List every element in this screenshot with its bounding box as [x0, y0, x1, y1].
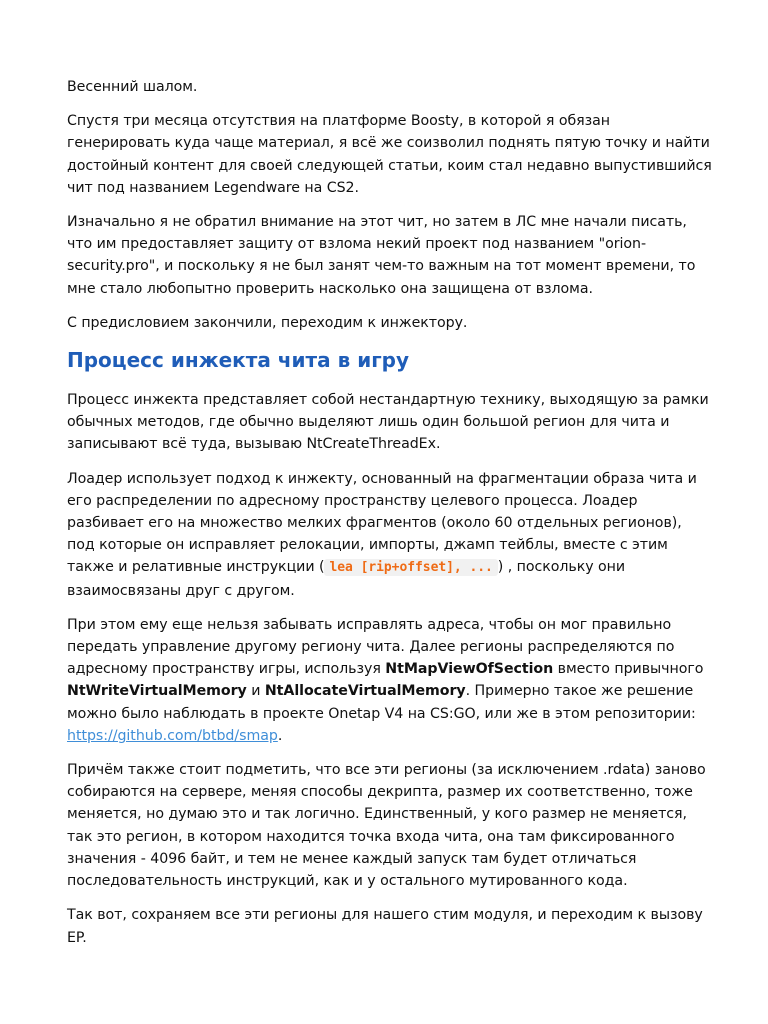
inject-overview-paragraph: Процесс инжекта представляет собой нестандартную технику, выходящую за рамки обычных методов, где обычно выделяют лишь один большой регион для чита и записывают всё туда, вызываю NtCreateThreadEx.: [67, 392, 709, 453]
fragmentation-text-a: Лоадер использует подход к инжекту, основанный на фрагментации образа чита и его распределении по адресному пространству целевого процесса. Лоадер разбивает его на множество мелких фрагментов (около 60 отдельных регионов), под которые он исправляет релокации, импорты, джамп тейблы, вместе с этим также и релативные инструкции (: [67, 470, 697, 576]
mapping-paragraph: [67, 614, 712, 747]
motivation-paragraph: Изначально я не обратил внимание на этот чит, но затем в ЛС мне начали писать, что им предоставляет защиту от взлома некий проект под названием "orion-security.pro", и поскольку я не был занят чем-то важным на тот момент времени, то мне стало любопытно проверить насколько она защищена от взлома.: [67, 214, 696, 297]
mapping-text-a: При этом ему еще нельзя забывать исправлять адреса, чтобы он мог правильно передать управление другому региону чита. Далее регионы распределяются по адресному пространству игры, используя: [67, 616, 675, 678]
mapping-text-e: . Примерно такое же решение можно было наблюдать в проекте Onetap V4 на CS:GO, или же в этом репозитории:: [67, 683, 696, 722]
fragmentation-paragraph: [67, 468, 712, 602]
github-link[interactable]: https://github.com/btbd/smap: [67, 727, 278, 744]
inline-code: lea [rip+offset], ...: [324, 559, 497, 576]
section-heading: Процесс инжекта чита в игру: [67, 348, 410, 373]
greeting-paragraph: Весенний шалом.: [67, 79, 198, 95]
api-ntwritevirtualmemory: NtWriteVirtualMemory: [67, 683, 247, 700]
api-ntallocatevirtualmemory: NtAllocateVirtualMemory: [264, 683, 466, 700]
fragmentation-text-b: ) , поскольку они взаимосвязаны друг с другом.: [67, 559, 626, 599]
transition-paragraph: С предисловием закончили, переходим к инжектору.: [67, 314, 468, 331]
mapping-text-f: .: [277, 727, 283, 744]
conclusion-paragraph: Так вот, сохраняем все эти регионы для нашего стим модуля, и переходим к вызову EP.: [67, 907, 703, 946]
intro-paragraph: Спустя три месяца отсутствия на платформе Boosty, в которой я обязан генерировать куда чаще материал, я всё же соизволил поднять пятую точку и найти достойный контент для своей следующей статьи, коим стал недавно выпустившийся чит под названием Legendware на CS2.: [67, 113, 712, 196]
article-body: [67, 76, 712, 949]
mapping-text-d: и: [246, 683, 265, 700]
regions-paragraph: Причём также стоит подметить, что все эти регионы (за исключением .rdata) заново собираются на сервере, меняя способы декрипта, размер их соответственно, тоже меняется, но думаю это и так логично. Единственный, у кого размер не меняется, так это регион, в котором находится точка входа чита, она там фиксированного значения - 4096 байт, и тем не менее каждый запуск там будет отличаться последовательность инструкций, как и у остального мутированного кода.: [67, 762, 706, 890]
mapping-text-c: вместо привычного: [553, 661, 704, 678]
api-ntmapviewofsection: NtMapViewOfSection: [385, 661, 554, 678]
